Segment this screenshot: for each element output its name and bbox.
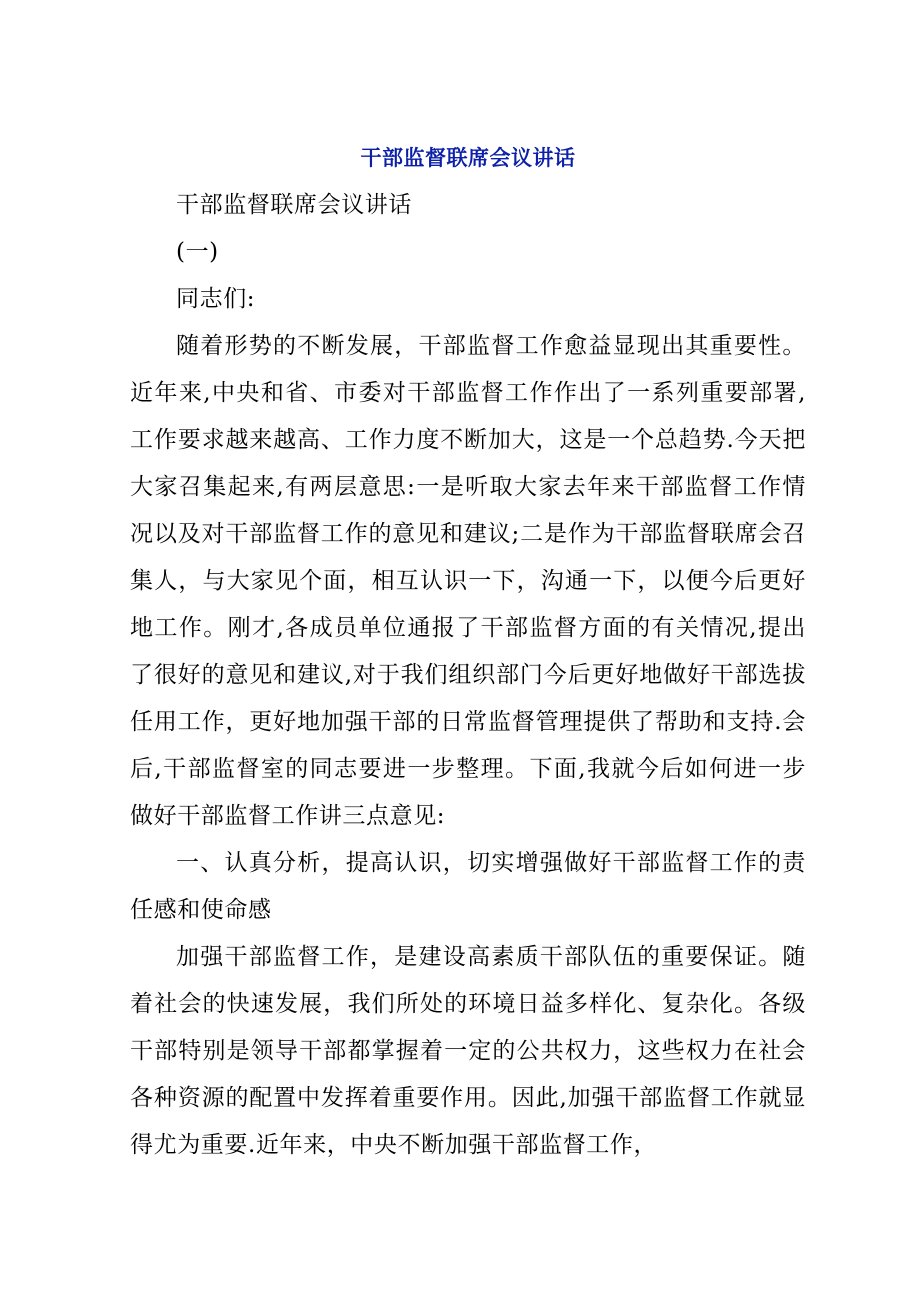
- paragraph-point-heading: 一、认真分析，提高认识，切实增强做好干部监督工作的责任感和使命感: [130, 850, 806, 923]
- paragraph-body: 随着形势的不断发展，干部监督工作愈益显现出其重要性。近年来,中央和省、市委对干部监督工作作出了一系列重要部署,工作要求越来越高、工作力度不断加大，这是一个总趋势.今天把大家召集起来,有两层意思:一是听取大家去年来干部监督工作情况以及对干部监督工作的意见和建议;二是作为干部监督联席会召集人，与大家见个面，相互认识一下，沟通一下，以便今后更好地工作。刚才,各成员单位通报了干部监督方面的有关情况,提出了很好的意见和建议,对于我们组织部门今后更好地做好干部选拔任用工作，更好地加强干部的日常监督管理提供了帮助和支持.会后,干部监督室的同志要进一步整理。下面,我就今后如何进一步做好干部监督工作讲三点意见:: [130, 333, 806, 829]
- paragraph-section-number: (一): [176, 239, 219, 265]
- document-page: [130, 138, 806, 1169]
- paragraph-heading: 干部监督联席会议讲话: [176, 192, 412, 218]
- paragraph-body: 加强干部监督工作，是建设高素质干部队伍的重要保证。随着社会的快速发展，我们所处的环境日益多样化、复杂化。各级干部特别是领导干部都掌握着一定的公共权力，这些权力在社会各种资源的配置中发挥着重要作用。因此,加强干部监督工作就显得尤为重要.近年来，中央不断加强干部监督工作，: [130, 944, 806, 1158]
- document-title: 干部监督联席会议讲话: [360, 146, 576, 170]
- paragraph-salutation: 同志们:: [176, 286, 256, 312]
